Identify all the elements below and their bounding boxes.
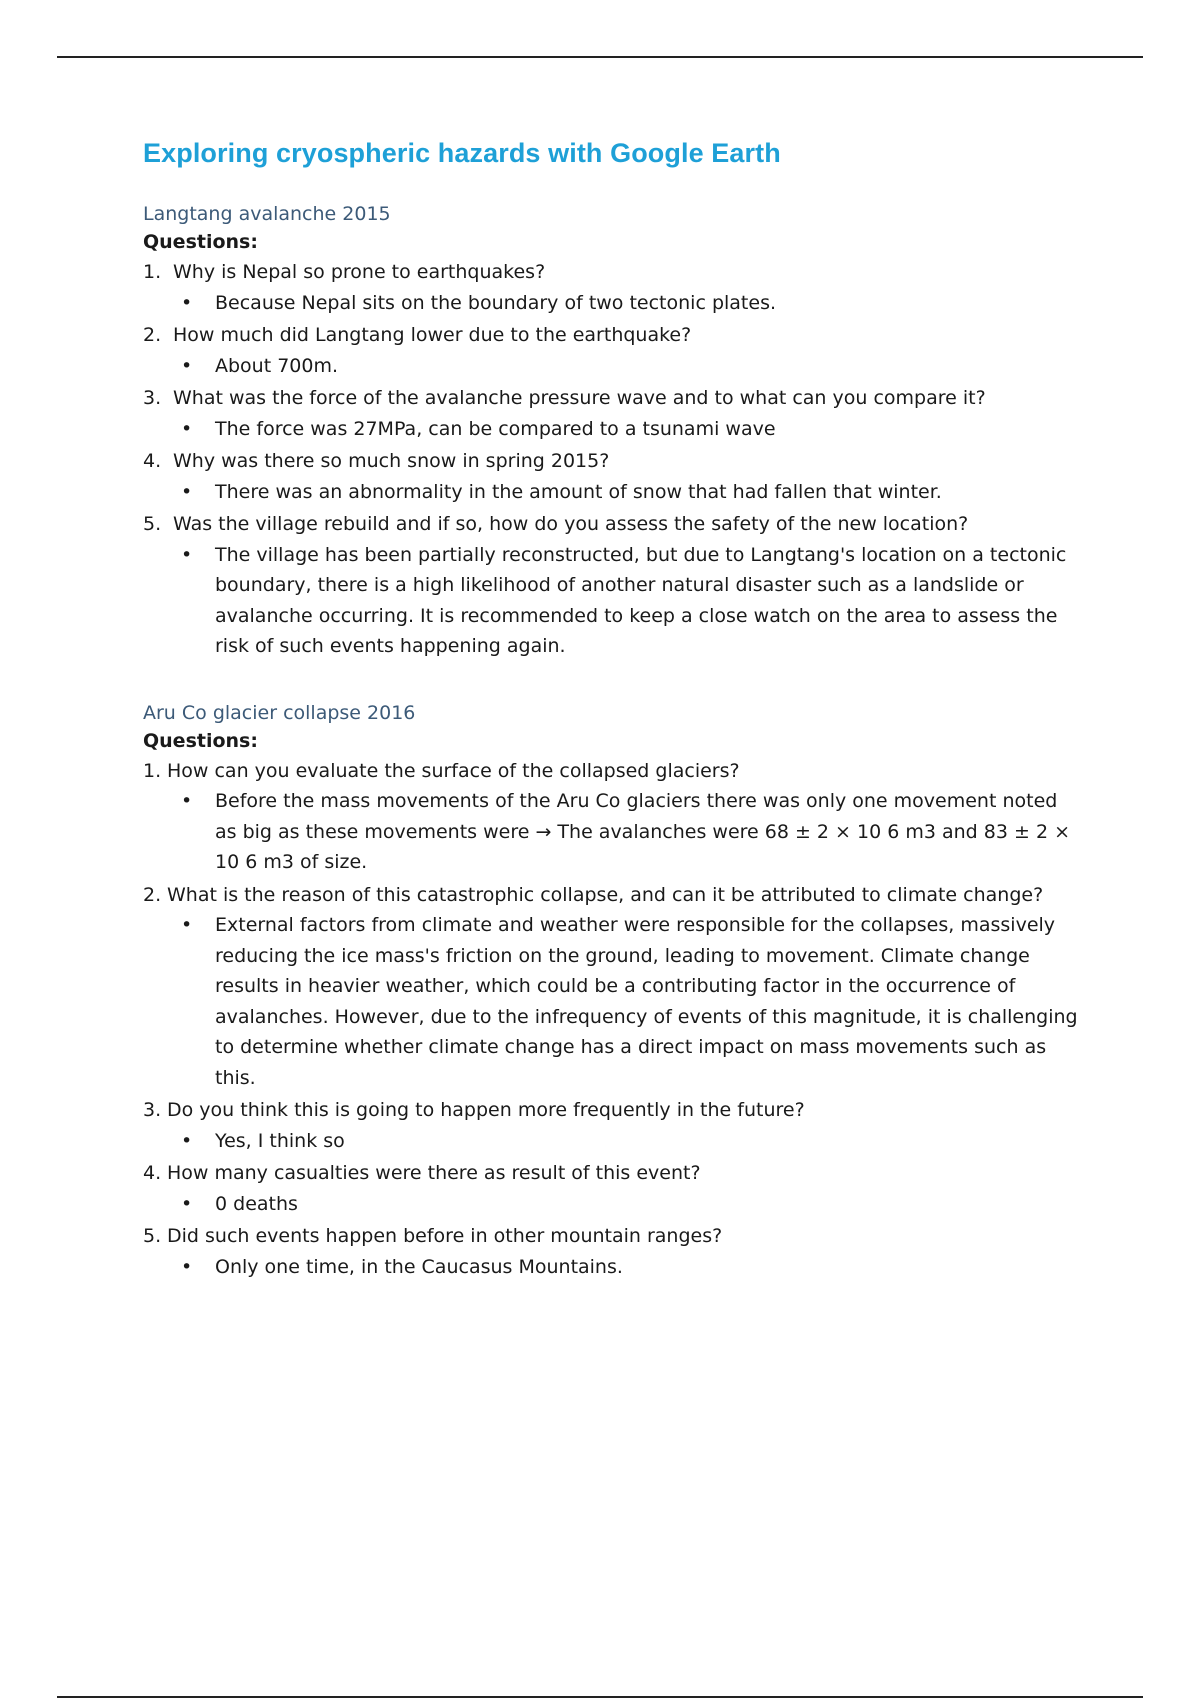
- question-number: 3.: [143, 1099, 162, 1121]
- question-text: How can you evaluate the surface of the collapsed glaciers?: [167, 759, 740, 782]
- bullet: •: [181, 1129, 193, 1152]
- question-text: What is the reason of this catastrophic collapse, and can it be attributed to climate change?: [167, 883, 1044, 906]
- bullet: •: [181, 1255, 193, 1278]
- question-item: [143, 320, 1083, 381]
- question-item: [143, 257, 1083, 318]
- question-item: [143, 1158, 1083, 1219]
- page-title: Exploring cryospheric hazards with Google Earth: [143, 138, 781, 168]
- question-text: Why was there so much snow in spring 2015?: [173, 450, 610, 472]
- answer-text: 0 deaths: [215, 1192, 298, 1215]
- question-number: 1.: [143, 759, 162, 782]
- section-aru-co: [143, 702, 1083, 1283]
- question-list: [143, 257, 1083, 662]
- section-langtang: [143, 203, 1083, 662]
- question-text: How much did Langtang lower due to the earthquake?: [173, 324, 692, 346]
- document-body: [143, 138, 1083, 1322]
- section-heading: Aru Co glacier collapse 2016: [143, 701, 416, 724]
- footer-rule: [57, 1696, 1143, 1698]
- question-number: 1.: [143, 261, 162, 283]
- answer-text: External factors from climate and weather were responsible for the collapses, massively reducing the ice mass's friction on the ground, leading to movement. Climate change results in heavier weather, which could be a contributing factor in the occurrence of avalanches. However, due to the infrequency of events of this magnitude, it is challenging to determine whether climate change has a direct impact on mass movements such as this.: [215, 914, 1078, 1089]
- question-item: [143, 383, 1083, 444]
- question-text: Do you think this is going to happen more frequently in the future?: [167, 1099, 805, 1121]
- bullet: •: [181, 790, 193, 812]
- bullet: •: [181, 1192, 193, 1215]
- answer-text: The force was 27MPa, can be compared to a tsunami wave: [215, 417, 776, 440]
- question-item: [143, 756, 1083, 878]
- answer-text: About 700m.: [215, 354, 339, 377]
- questions-label: Questions:: [143, 729, 258, 752]
- header-rule: [57, 56, 1143, 58]
- question-number: 5.: [143, 513, 162, 535]
- question-item: [143, 1095, 1083, 1156]
- question-item: [143, 1221, 1083, 1282]
- questions-label: Questions:: [143, 231, 258, 253]
- question-item: [143, 880, 1083, 1094]
- bullet: •: [181, 417, 193, 440]
- question-text: Why is Nepal so prone to earthquakes?: [173, 261, 546, 283]
- bullet: •: [181, 543, 193, 566]
- answer-text: Because Nepal sits on the boundary of two tectonic plates.: [215, 291, 777, 314]
- bullet: •: [181, 354, 193, 377]
- question-list: [143, 756, 1083, 1283]
- answer-text: There was an abnormality in the amount of snow that had fallen that winter.: [215, 480, 942, 503]
- question-text: What was the force of the avalanche pressure wave and to what can you compare it?: [173, 387, 986, 409]
- question-number: 2.: [143, 324, 162, 346]
- question-item: [143, 509, 1083, 662]
- question-item: [143, 446, 1083, 507]
- bullet: •: [181, 914, 193, 936]
- question-number: 5.: [143, 1225, 162, 1247]
- bullet: •: [181, 480, 193, 503]
- question-number: 3.: [143, 387, 162, 409]
- bullet: •: [181, 291, 193, 314]
- question-number: 4.: [143, 1162, 162, 1184]
- question-text: Did such events happen before in other mountain ranges?: [167, 1225, 723, 1247]
- question-text: Was the village rebuild and if so, how do you assess the safety of the new location?: [173, 513, 969, 535]
- question-text: How many casualties were there as result of this event?: [167, 1162, 701, 1184]
- question-number: 2.: [143, 883, 162, 906]
- section-heading: Langtang avalanche 2015: [143, 203, 391, 225]
- question-number: 4.: [143, 450, 162, 472]
- answer-text: Only one time, in the Caucasus Mountains.: [215, 1255, 623, 1278]
- answer-text: Before the mass movements of the Aru Co glaciers there was only one movement noted as big as these movements were → The avalanches were 68 ± 2 × 10 6 m3 and 83 ± 2 × 10 6 m3 of size.: [215, 790, 1071, 873]
- answer-text: Yes, I think so: [215, 1129, 345, 1152]
- answer-text: The village has been partially reconstructed, but due to Langtang's location on a tectonic boundary, there is a high likelihood of another natural disaster such as a landslide or avalanche occurring. It is recommended to keep a close watch on the area to assess the risk of such events happening again.: [215, 543, 1067, 657]
